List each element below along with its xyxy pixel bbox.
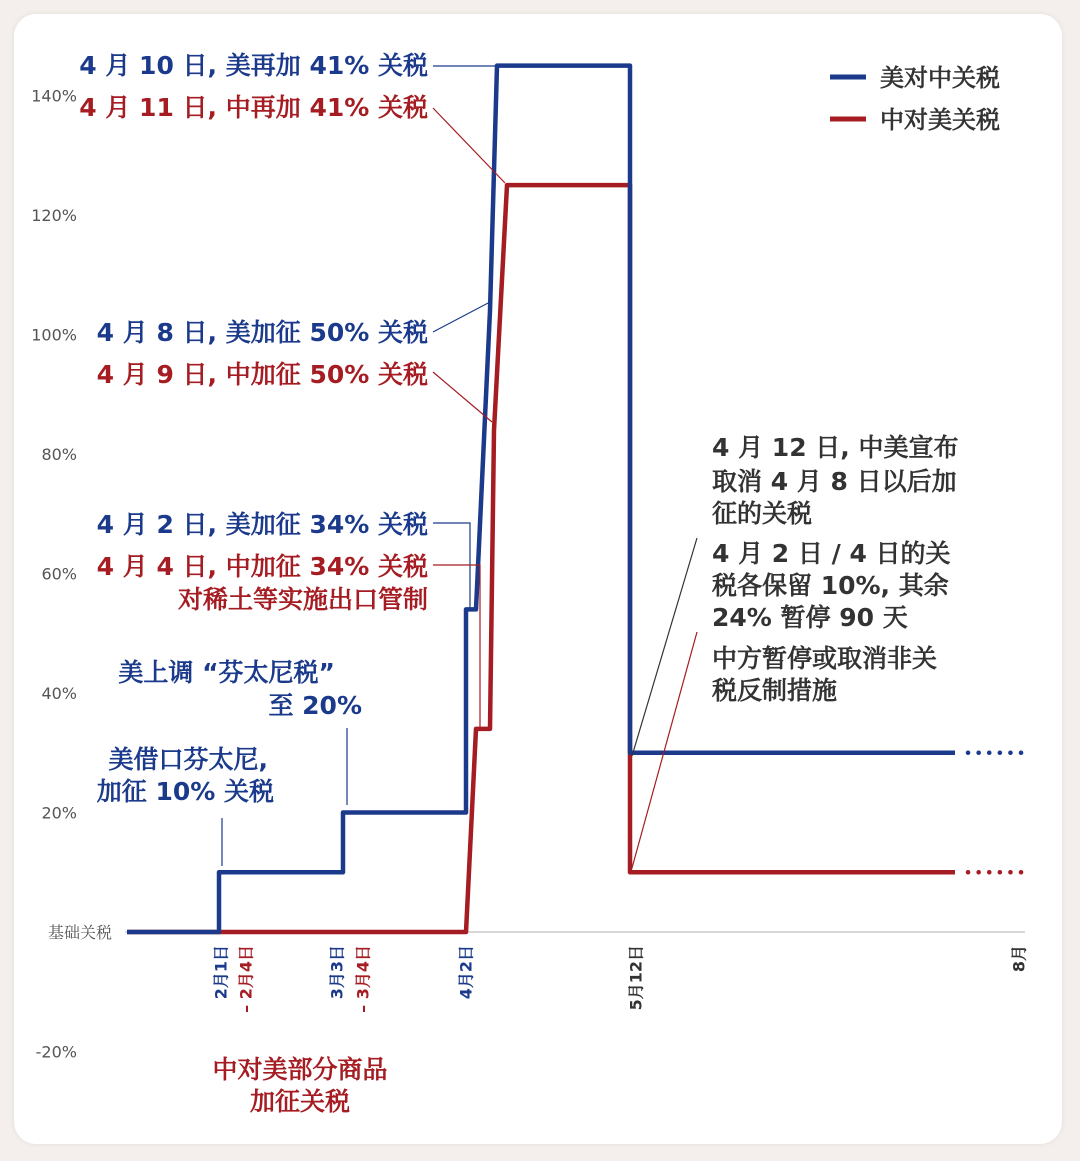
annotation-cn-rare-earth: 对稀土等实施出口管制 [177, 585, 428, 614]
y-tick-label: 20% [41, 803, 77, 823]
annotation-may12-6: 24% 暂停 90 天 [712, 603, 908, 632]
annotation-us-apr8: 4 月 8 日, 美加征 50% 关税 [96, 318, 428, 347]
leader-a3 [433, 302, 490, 332]
annotation-may12-2: 取消 4 月 8 日以后加 [712, 467, 957, 496]
x-tick-label: 4月2日 [456, 945, 476, 1000]
leader-a6 [433, 565, 480, 729]
x-axis [212, 945, 1029, 1013]
leader-a5 [433, 523, 470, 609]
x-tick-label: 5月12日 [626, 945, 646, 1011]
annotation-cn-apr4: 4 月 4 日, 中加征 34% 关税 [96, 552, 428, 581]
annotation-cn-feb-2: 加征关税 [249, 1087, 351, 1116]
y-tick-label: 80% [41, 445, 77, 464]
annotation-us-fentanyl-2: 加征 10% 关税 [96, 777, 274, 806]
annotation-us-fentanyl-20: 至 20% [268, 691, 362, 720]
leader-r1 [632, 538, 697, 756]
y-tick-label: 120% [31, 206, 77, 225]
annotation-us-apr2: 4 月 2 日, 美加征 34% 关税 [96, 510, 428, 539]
annotation-cn-apr11: 4 月 11 日, 中再加 41% 关税 [79, 93, 428, 122]
y-tick-label: 60% [41, 564, 77, 584]
y-tick-label: 40% [41, 684, 77, 703]
leader-a4 [433, 372, 492, 422]
y-tick-label: 100% [31, 325, 77, 345]
annotation-cn-apr9: 4 月 9 日, 中加征 50% 关税 [96, 360, 428, 389]
legend-label-cn: 中对美关税 [880, 106, 1000, 134]
legend-label-us: 美对中关税 [880, 64, 1000, 92]
annotation-cn-feb-1: 中对美部分商品 [212, 1055, 388, 1084]
x-tick-label: – 2月4日 [236, 945, 256, 1013]
annotation-us-fentanyl-up: 美上调 “芬太尼税” [118, 658, 335, 687]
annotation-may12-4: 4 月 2 日 / 4 日的关 [712, 539, 951, 568]
y-axis [31, 87, 77, 1062]
x-tick-label: 2月1日 [211, 945, 231, 1000]
x-tick-label: – 3月4日 [353, 945, 373, 1013]
y-tick-label: 140% [31, 86, 77, 106]
annotation-us-fentanyl-1: 美借口芬太尼, [108, 745, 268, 774]
annotation-may12-1: 4 月 12 日, 中美宣布 [712, 433, 959, 462]
x-tick-label: 8月 [1009, 945, 1029, 973]
annotation-may12-3: 征的关税 [712, 499, 813, 528]
x-tick-label: 3月3日 [327, 945, 347, 1000]
baseline-label: 基础关税 [47, 923, 112, 942]
annotation-may12-7: 中方暂停或取消非关 [712, 644, 938, 673]
annotation-us-apr10: 4 月 10 日, 美再加 41% 关税 [79, 51, 428, 80]
y-tick-label: -20% [35, 1042, 77, 1062]
annotation-may12-8: 税反制措施 [712, 676, 838, 705]
leader-r2 [632, 632, 697, 868]
annotation-may12-5: 税各保留 10%, 其余 [712, 571, 949, 600]
